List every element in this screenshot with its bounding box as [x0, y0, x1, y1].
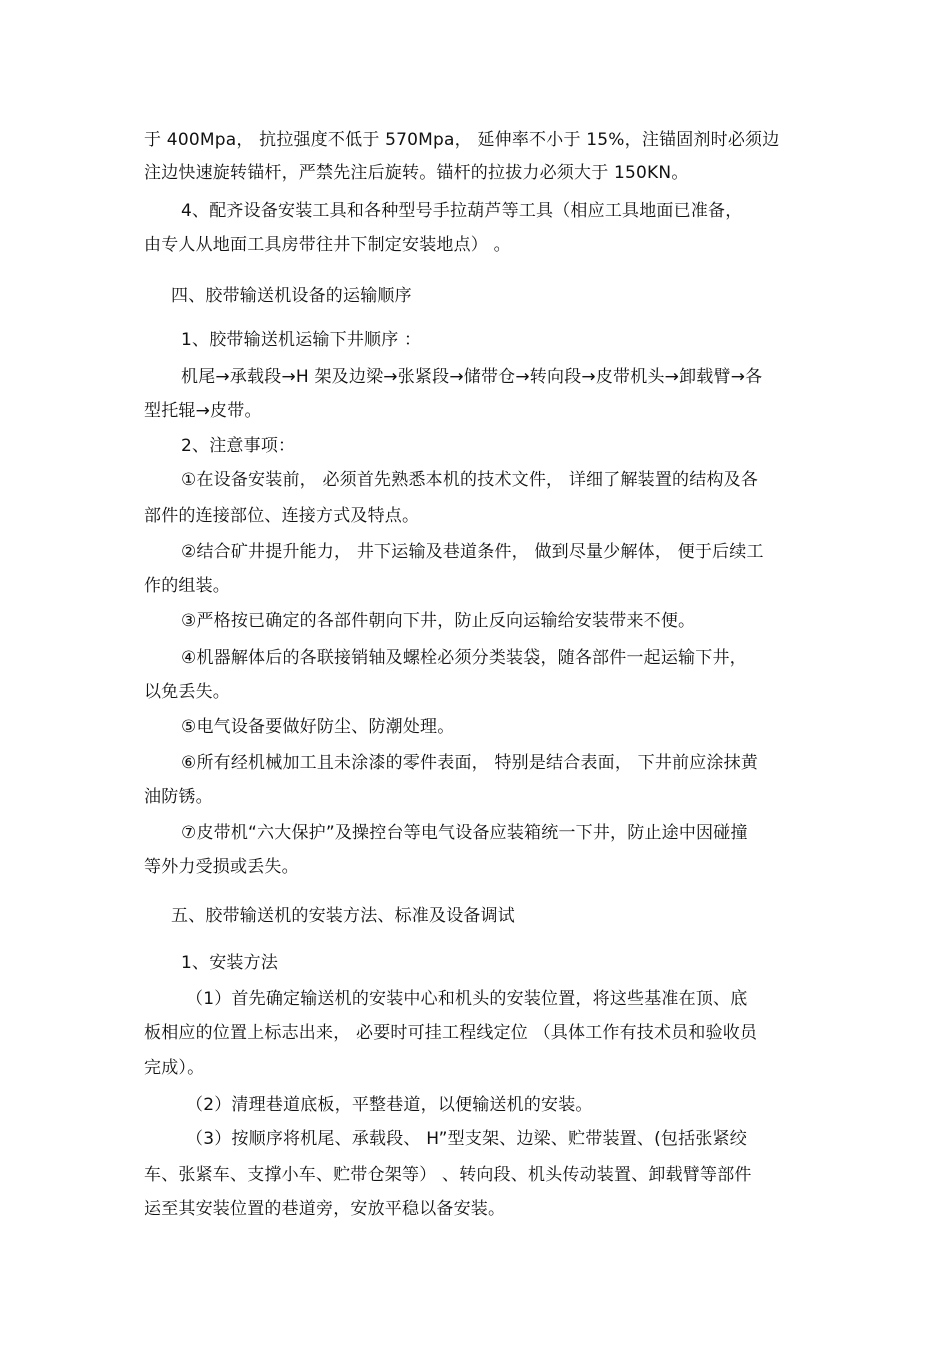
- text-line: ⑥所有经机械加工且未涂漆的零件表面， 特别是结合表面， 下井前应涂抹黄: [181, 753, 759, 773]
- text-line: 板相应的位置上标志出来， 必要时可挂工程线定位 （具体工作有技术员和验收员: [144, 1023, 758, 1043]
- text-line: 运至其安装位置的巷道旁，安放平稳以备安装。: [144, 1199, 506, 1219]
- section-heading: 四、胶带输送机设备的运输顺序: [171, 286, 412, 306]
- text-line: 完成）。: [144, 1058, 205, 1078]
- subsection-heading: 1、安装方法: [181, 953, 279, 973]
- text-line: ④机器解体后的各联接销轴及螺栓必须分类装袋，随各部件一起运输下井，: [181, 648, 747, 668]
- text-line: ②结合矿井提升能力， 井下运输及巷道条件， 做到尽量少解体， 便于后续工: [181, 542, 764, 562]
- section-heading: 五、胶带输送机的安装方法、标准及设备调试: [171, 906, 515, 926]
- text-line: 作的组装。: [144, 576, 230, 596]
- text-line: ①在设备安装前， 必须首先熟悉本机的技术文件， 详细了解装置的结构及各: [181, 470, 759, 490]
- text-line: 4、配齐设备安装工具和各种型号手拉葫芦等工具（相应工具地面已准备，: [181, 201, 743, 221]
- text-line: 于 400Mpa， 抗拉强度不低于 570Mpa， 延伸率不小于 15%，注锚固剂时必须边: [144, 130, 780, 150]
- text-line: 等外力受损或丢失。: [144, 857, 299, 877]
- text-line: ③严格按已确定的各部件朝向下井，防止反向运输给安装带来不便。: [181, 611, 696, 631]
- subsection-heading: 1、胶带输送机运输下井顺序 ：: [181, 330, 422, 350]
- subsection-heading: 2、注意事项：: [181, 436, 296, 456]
- text-line: （2）清理巷道底板，平整巷道，以便输送机的安装。: [186, 1095, 593, 1115]
- text-line: 油防锈。: [144, 787, 213, 807]
- text-line: ⑦皮带机“六大保护”及操控台等电气设备应装箱统一下井，防止途中因碰撞: [181, 823, 748, 843]
- text-line: 机尾→承载段→H 架及边梁→张紧段→储带仓→转向段→皮带机头→卸载臂→各: [181, 367, 763, 387]
- text-line: （1）首先确定输送机的安装中心和机头的安装位置，将这些基准在顶、底: [186, 989, 748, 1009]
- text-line: （3）按顺序将机尾、承载段、 H”型支架、边梁、贮带装置、(包括张紧绞: [186, 1129, 747, 1149]
- text-line: 注边快速旋转锚杆，严禁先注后旋转。锚杆的拉拔力必须大于 150KN。: [144, 163, 689, 183]
- text-line: 车、张紧车、支撑小车、贮带仓架等） 、转向段、机头传动装置、卸载臂等部件: [144, 1165, 752, 1185]
- text-line: ⑤电气设备要做好防尘、防潮处理。: [181, 717, 455, 737]
- text-line: 以免丢失。: [144, 682, 230, 702]
- text-line: 由专人从地面工具房带往井下制定安装地点） 。: [144, 235, 511, 255]
- text-line: 部件的连接部位、连接方式及特点。: [144, 506, 420, 526]
- text-line: 型托辊→皮带。: [144, 401, 262, 421]
